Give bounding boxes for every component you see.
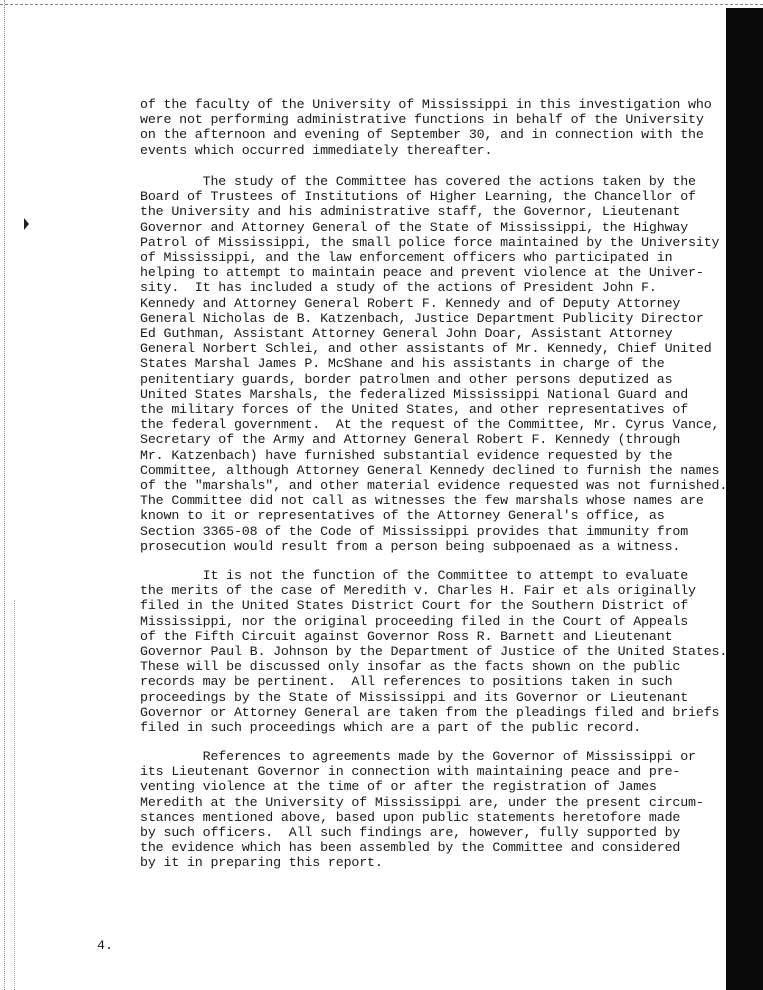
text-line: Section 3365-08 of the Code of Mississippi provides that immunity from [140, 523, 689, 539]
text-line: Committee, although Attorney General Kennedy declined to furnish the names [140, 462, 720, 478]
text-line: References to agreements made by the Governor of Mississippi or [140, 749, 696, 764]
text-line: prosecution would result from a person being subpoenaed as a witness. [140, 538, 681, 554]
text-line: of the "marshals", and other material evidence requested was not furnished. [140, 478, 728, 494]
text-line: The study of the Committee has covered the actions taken by the [140, 174, 696, 189]
scan-left-edge-inner [14, 600, 16, 990]
text-line: on the afternoon and evening of September 30, and in connection with the [140, 127, 704, 143]
text-line: stances mentioned above, based upon public statements heretofore made [140, 809, 681, 825]
text-line: United States Marshals, the federalized Mississippi National Guard and [140, 386, 689, 402]
text-line: the University and his administrative staff, the Governor, Lieutenant [140, 204, 681, 220]
text-line: helping to attempt to maintain peace and prevent violence at the Univer- [140, 265, 704, 281]
text-line: Patrol of Mississippi, the small police force maintained by the University [140, 234, 720, 250]
text-line: Meredith at the University of Mississippi are, under the present circum- [140, 794, 704, 810]
text-line: the military forces of the United States, and other representatives of [140, 402, 689, 418]
text-line: were not performing administrative functions in behalf of the University [140, 112, 704, 128]
paragraph-2 [140, 174, 727, 554]
scan-right-border [726, 8, 763, 990]
text-line: Board of Trustees of Institutions of Higher Learning, the Chancellor of [140, 189, 696, 205]
text-line: filed in such proceedings which are a part of the public record. [140, 720, 642, 736]
scan-top-edge [0, 0, 763, 5]
text-line: penitentiary guards, border patrolmen and other persons deputized as [140, 371, 673, 387]
margin-mark [24, 218, 29, 230]
text-line: The Committee did not call as witnesses the few marshals whose names are [140, 493, 704, 509]
text-line: proceedings by the State of Mississippi and its Governor or Lieutenant [140, 689, 689, 705]
text-line: General Norbert Schlei, and other assistants of Mr. Kennedy, Chief United [140, 341, 712, 357]
text-line: the federal government. At the request of the Committee, Mr. Cyrus Vance, [140, 417, 720, 433]
text-line: States Marshal James P. McShane and his assistants in charge of the [140, 356, 665, 372]
text-line: sity. It has included a study of the actions of President John F. [140, 280, 657, 296]
paragraph-4 [140, 749, 704, 871]
page-number: 4. [97, 938, 113, 953]
text-line: its Lieutenant Governor in connection with maintaining peace and pre- [140, 764, 681, 780]
text-line: Governor Paul B. Johnson by the Department of Justice of the United States. [140, 644, 728, 660]
paragraph-1 [140, 97, 712, 158]
text-line: events which occurred immediately thereafter. [140, 142, 493, 158]
text-line: Kennedy and Attorney General Robert F. Kennedy and of Deputy Attorney [140, 295, 681, 311]
text-line: These will be discussed only insofar as the facts shown on the public [140, 659, 681, 675]
text-line: venting violence at the time of or after the registration of James [140, 779, 657, 795]
text-line: Governor and Attorney General of the State of Mississippi, the Highway [140, 219, 689, 235]
text-line: filed in the United States District Court for the Southern District of [140, 598, 689, 614]
text-line: It is not the function of the Committee to attempt to evaluate [140, 568, 689, 583]
text-line: of the Fifth Circuit against Governor Ross R. Barnett and Lieutenant [140, 628, 673, 644]
text-line: Governor or Attorney General are taken from the pleadings filed and briefs [140, 704, 720, 720]
text-line: Mr. Katzenbach) have furnished substantial evidence requested by the [140, 447, 673, 463]
text-line: by such officers. All such findings are, however, fully supported by [140, 825, 681, 841]
text-line: Secretary of the Army and Attorney General Robert F. Kennedy (through [140, 432, 681, 448]
scan-left-edge [4, 0, 6, 990]
text-line: Ed Guthman, Assistant Attorney General John Doar, Assistant Attorney [140, 326, 673, 342]
text-line: of the faculty of the University of Mississippi in this investigation who [140, 97, 712, 112]
text-line: of Mississippi, and the law enforcement officers who participated in [140, 250, 673, 266]
text-line: the evidence which has been assembled by the Committee and considered [140, 840, 681, 856]
text-line: known to it or representatives of the Attorney General's office, as [140, 508, 665, 524]
text-line: records may be pertinent. All references to positions taken in such [140, 674, 673, 690]
text-line: by it in preparing this report. [140, 855, 383, 871]
paragraph-3 [140, 568, 727, 735]
text-line: the merits of the case of Meredith v. Charles H. Fair et als originally [140, 583, 696, 599]
text-line: Mississippi, nor the original proceeding filed in the Court of Appeals [140, 613, 689, 629]
text-line: General Nicholas de B. Katzenbach, Justice Department Publicity Director [140, 310, 704, 326]
